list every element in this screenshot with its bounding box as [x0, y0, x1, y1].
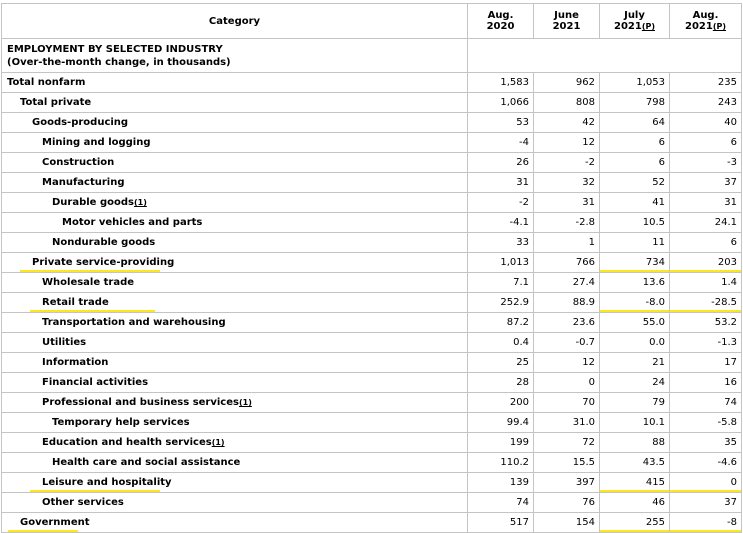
value-cell — [670, 153, 742, 173]
value-text: 243 — [717, 97, 737, 108]
value-text: -2.8 — [575, 217, 595, 228]
table-row — [2, 493, 742, 513]
table-row — [2, 413, 742, 433]
value-text: 79 — [652, 397, 665, 408]
value-cell — [468, 133, 534, 153]
table-row — [2, 213, 742, 233]
value-text: 33 — [516, 237, 529, 248]
value-cell — [670, 313, 742, 333]
row-label-text: Professional and business services — [42, 397, 239, 408]
value-cell — [670, 393, 742, 413]
value-cell — [600, 433, 670, 453]
row-label-text: Durable goods — [52, 197, 134, 208]
value-text: 55.0 — [642, 317, 665, 328]
row-label-text: Other services — [42, 497, 124, 508]
value-text: 31 — [724, 197, 737, 208]
value-text: 99.4 — [506, 417, 529, 428]
row-label-text: Health care and social assistance — [52, 457, 241, 468]
value-text: 53.2 — [714, 317, 737, 328]
value-text: 12 — [582, 137, 595, 148]
value-cell — [534, 113, 600, 133]
table-row — [2, 293, 742, 313]
row-label — [2, 173, 468, 193]
value-cell — [670, 493, 742, 513]
value-cell — [600, 393, 670, 413]
row-label — [2, 273, 468, 293]
value-cell — [534, 373, 600, 393]
row-label-text: Education and health services — [42, 437, 212, 448]
row-label-text: Construction — [42, 157, 115, 168]
value-cell — [670, 113, 742, 133]
value-text: 235 — [717, 77, 737, 88]
row-label — [2, 113, 468, 133]
value-text: 25 — [516, 357, 529, 368]
row-label — [2, 453, 468, 473]
col-header-june-2021: June 2021 — [534, 4, 600, 39]
section-blank — [468, 39, 742, 73]
value-text: 70 — [582, 397, 595, 408]
value-text: 252.9 — [500, 297, 529, 308]
value-text: 0.0 — [649, 337, 665, 348]
value-text: 203 — [717, 257, 737, 268]
value-text: 1,583 — [500, 77, 529, 88]
table-row — [2, 113, 742, 133]
value-text: 26 — [516, 157, 529, 168]
value-text: 962 — [575, 77, 595, 88]
footnote-link[interactable]: (1) — [238, 398, 252, 407]
value-text: 255 — [645, 517, 665, 528]
value-cell — [468, 293, 534, 313]
value-text: 0.4 — [513, 337, 529, 348]
table-row — [2, 253, 742, 273]
value-cell — [600, 253, 670, 273]
highlight-mark — [600, 530, 670, 533]
value-cell — [534, 153, 600, 173]
preliminary-link[interactable]: (P) — [641, 22, 656, 31]
value-cell — [468, 173, 534, 193]
value-text: 24.1 — [714, 217, 737, 228]
row-label-text: Retail trade — [42, 297, 109, 308]
row-label — [2, 93, 468, 113]
value-text: -8.0 — [645, 297, 665, 308]
value-cell — [600, 493, 670, 513]
value-text: 6 — [730, 137, 737, 148]
value-text: -2 — [519, 197, 529, 208]
table-row — [2, 233, 742, 253]
value-cell — [534, 73, 600, 93]
value-cell — [600, 193, 670, 213]
value-text: 0 — [730, 477, 737, 488]
value-cell — [534, 333, 600, 353]
row-label-text: Transportation and warehousing — [42, 317, 226, 328]
value-text: 43.5 — [642, 457, 665, 468]
value-cell — [468, 313, 534, 333]
value-text: 74 — [516, 497, 529, 508]
value-cell — [534, 313, 600, 333]
value-text: -3 — [727, 157, 737, 168]
value-cell — [600, 453, 670, 473]
value-text: 139 — [509, 477, 529, 488]
value-cell — [670, 133, 742, 153]
value-cell — [468, 473, 534, 493]
row-label-text: Goods-producing — [32, 117, 129, 128]
row-label — [2, 253, 468, 273]
value-text: 766 — [575, 257, 595, 268]
value-cell — [670, 413, 742, 433]
value-text: 397 — [575, 477, 595, 488]
row-label-text: Mining and logging — [42, 137, 151, 148]
value-text: 31.0 — [572, 417, 595, 428]
value-text: -5.8 — [717, 417, 737, 428]
value-cell — [670, 333, 742, 353]
value-cell — [600, 413, 670, 433]
value-cell — [600, 513, 670, 533]
value-cell — [534, 93, 600, 113]
row-label — [2, 133, 468, 153]
row-label — [2, 313, 468, 333]
value-cell — [534, 493, 600, 513]
value-cell — [600, 73, 670, 93]
value-cell — [468, 193, 534, 213]
value-cell — [534, 193, 600, 213]
value-cell — [600, 153, 670, 173]
value-text: 1 — [588, 237, 595, 248]
value-text: 10.5 — [642, 217, 665, 228]
value-text: -2 — [585, 157, 595, 168]
value-text: 42 — [582, 117, 595, 128]
value-text: 1,053 — [636, 77, 665, 88]
value-cell — [670, 473, 742, 493]
table-row — [2, 73, 742, 93]
value-cell — [468, 393, 534, 413]
value-text: 37 — [724, 497, 737, 508]
value-cell — [468, 413, 534, 433]
value-cell — [468, 513, 534, 533]
value-text: 74 — [724, 397, 737, 408]
value-cell — [670, 513, 742, 533]
value-cell — [468, 213, 534, 233]
row-label — [2, 333, 468, 353]
value-text: 28 — [516, 377, 529, 388]
row-label — [2, 213, 468, 233]
value-cell — [670, 213, 742, 233]
value-text: 154 — [575, 517, 595, 528]
value-cell — [534, 433, 600, 453]
value-cell — [600, 313, 670, 333]
value-text: 1.4 — [721, 277, 737, 288]
value-cell — [534, 173, 600, 193]
table-row — [2, 393, 742, 413]
value-cell — [468, 273, 534, 293]
value-text: 37 — [724, 177, 737, 188]
value-cell — [670, 173, 742, 193]
table-row — [2, 173, 742, 193]
value-cell — [600, 93, 670, 113]
value-cell — [468, 253, 534, 273]
row-label-text: Temporary help services — [52, 417, 190, 428]
value-text: -4.1 — [509, 217, 529, 228]
table-row — [2, 333, 742, 353]
row-label-text: Private service-providing — [32, 257, 175, 268]
value-cell — [670, 233, 742, 253]
highlight-mark — [8, 530, 78, 533]
value-cell — [468, 373, 534, 393]
table-row — [2, 313, 742, 333]
row-label-text: Financial activities — [42, 377, 149, 388]
row-label-text: Wholesale trade — [42, 277, 135, 288]
value-cell — [534, 453, 600, 473]
value-text: 27.4 — [572, 277, 595, 288]
value-text: 72 — [582, 437, 595, 448]
value-text: 200 — [509, 397, 529, 408]
row-label-text: Government — [20, 517, 90, 528]
footnote-link[interactable]: (1) — [211, 438, 225, 447]
row-label-text: Information — [42, 357, 109, 368]
value-text: 76 — [582, 497, 595, 508]
value-cell — [468, 493, 534, 513]
table-row — [2, 353, 742, 373]
value-cell — [534, 473, 600, 493]
value-cell — [534, 273, 600, 293]
value-cell — [468, 353, 534, 373]
row-label — [2, 473, 468, 493]
value-text: 734 — [645, 257, 665, 268]
row-label-text: Utilities — [42, 337, 87, 348]
value-text: 415 — [645, 477, 665, 488]
value-cell — [534, 133, 600, 153]
value-text: 13.6 — [642, 277, 665, 288]
value-cell — [468, 93, 534, 113]
employment-table — [1, 3, 742, 533]
value-cell — [600, 133, 670, 153]
table-row — [2, 473, 742, 493]
table-row — [2, 153, 742, 173]
value-text: 798 — [645, 97, 665, 108]
value-cell — [600, 473, 670, 493]
value-cell — [600, 373, 670, 393]
value-cell — [670, 253, 742, 273]
value-text: 11 — [652, 237, 665, 248]
table-row — [2, 513, 742, 533]
value-text: 88 — [652, 437, 665, 448]
value-text: -0.7 — [575, 337, 595, 348]
row-label — [2, 493, 468, 513]
col-header-july-2021: July 2021(P) — [600, 4, 670, 39]
row-label-text: Leisure and hospitality — [42, 477, 172, 488]
value-text: 1,066 — [500, 97, 529, 108]
value-cell — [600, 113, 670, 133]
value-text: 40 — [724, 117, 737, 128]
value-text: 31 — [516, 177, 529, 188]
value-cell — [670, 373, 742, 393]
row-label — [2, 73, 468, 93]
value-cell — [468, 453, 534, 473]
value-text: 110.2 — [500, 457, 529, 468]
table-row — [2, 373, 742, 393]
value-text: 41 — [652, 197, 665, 208]
value-text: 53 — [516, 117, 529, 128]
value-text: 0 — [588, 377, 595, 388]
table-row — [2, 93, 742, 113]
table-row — [2, 453, 742, 473]
row-label-text: Total private — [20, 97, 92, 108]
value-cell — [468, 73, 534, 93]
value-text: 199 — [509, 437, 529, 448]
row-label — [2, 433, 468, 453]
value-cell — [468, 333, 534, 353]
value-cell — [468, 153, 534, 173]
value-text: 6 — [658, 157, 665, 168]
value-text: 32 — [582, 177, 595, 188]
row-label — [2, 233, 468, 253]
value-text: 6 — [658, 137, 665, 148]
value-text: 10.1 — [642, 417, 665, 428]
preliminary-link[interactable]: (P) — [712, 22, 727, 31]
value-cell — [600, 353, 670, 373]
value-text: 35 — [724, 437, 737, 448]
value-text: 52 — [652, 177, 665, 188]
value-text: -28.5 — [711, 297, 737, 308]
value-cell — [534, 253, 600, 273]
row-label — [2, 373, 468, 393]
row-label — [2, 513, 468, 533]
value-cell — [670, 93, 742, 113]
value-cell — [468, 433, 534, 453]
row-label — [2, 193, 468, 213]
value-cell — [534, 213, 600, 233]
value-text: 808 — [575, 97, 595, 108]
value-text: 87.2 — [506, 317, 529, 328]
value-text: 12 — [582, 357, 595, 368]
value-cell — [600, 173, 670, 193]
value-text: 7.1 — [513, 277, 529, 288]
header-row — [2, 4, 742, 39]
value-text: 64 — [652, 117, 665, 128]
value-text: -4.6 — [717, 457, 737, 468]
value-cell — [534, 293, 600, 313]
value-cell — [670, 273, 742, 293]
value-cell — [600, 293, 670, 313]
value-cell — [600, 273, 670, 293]
category-header: Category — [2, 4, 468, 39]
section-row — [2, 39, 742, 73]
value-cell — [468, 233, 534, 253]
value-cell — [670, 453, 742, 473]
table-row — [2, 133, 742, 153]
value-text: 17 — [724, 357, 737, 368]
value-cell — [534, 513, 600, 533]
row-label-text: Manufacturing — [42, 177, 125, 188]
footnote-link[interactable]: (1) — [133, 198, 147, 207]
value-cell — [534, 233, 600, 253]
col-header-aug-2020: Aug. 2020 — [468, 4, 534, 39]
section-title: EMPLOYMENT BY SELECTED INDUSTRY (Over-the-month change, in thousands) — [2, 39, 468, 73]
table-row — [2, 433, 742, 453]
value-text: 31 — [582, 197, 595, 208]
value-cell — [670, 433, 742, 453]
highlight-mark — [670, 530, 742, 533]
row-label-text: Nondurable goods — [52, 237, 156, 248]
row-label — [2, 353, 468, 373]
value-cell — [600, 333, 670, 353]
value-text: 21 — [652, 357, 665, 368]
value-cell — [670, 193, 742, 213]
value-text: 23.6 — [572, 317, 595, 328]
value-cell — [670, 353, 742, 373]
row-label — [2, 293, 468, 313]
value-cell — [534, 393, 600, 413]
value-cell — [468, 113, 534, 133]
row-label-text: Total nonfarm — [7, 77, 86, 88]
value-cell — [670, 293, 742, 313]
table-row — [2, 193, 742, 213]
value-text: -8 — [727, 517, 737, 528]
value-text: 16 — [724, 377, 737, 388]
value-cell — [600, 213, 670, 233]
col-header-aug-2021: Aug. 2021(P) — [670, 4, 742, 39]
value-text: -4 — [519, 137, 529, 148]
value-text: 517 — [509, 517, 529, 528]
value-cell — [670, 73, 742, 93]
value-cell — [534, 353, 600, 373]
value-text: 6 — [730, 237, 737, 248]
row-label-text: Motor vehicles and parts — [62, 217, 203, 228]
value-text: 46 — [652, 497, 665, 508]
value-text: 88.9 — [572, 297, 595, 308]
value-text: 1,013 — [500, 257, 529, 268]
table-row — [2, 273, 742, 293]
value-text: 15.5 — [572, 457, 595, 468]
value-cell — [534, 413, 600, 433]
value-cell — [600, 233, 670, 253]
value-text: 24 — [652, 377, 665, 388]
row-label — [2, 393, 468, 413]
row-label — [2, 153, 468, 173]
value-text: -1.3 — [717, 337, 737, 348]
row-label — [2, 413, 468, 433]
